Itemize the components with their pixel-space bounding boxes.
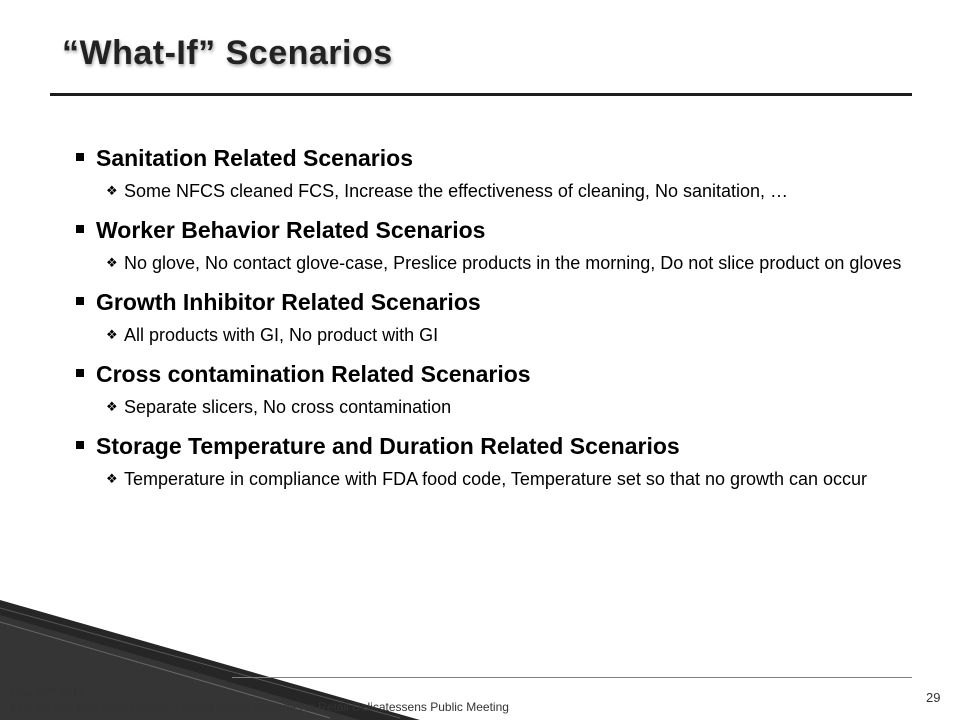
square-bullet-icon [76,153,84,161]
list-item [76,359,916,420]
bullet-detail [106,394,914,420]
footer-date-day: May 22 [10,687,47,700]
list-item [76,431,916,492]
bullet-heading [76,215,916,245]
square-bullet-icon [76,369,84,377]
page-number: 29 [926,690,941,705]
bullet-heading [76,143,916,173]
bullet-detail [106,322,914,348]
footer-text-italic: Listeria monocytogenes [175,700,303,714]
heading-text: Sanitation Related Scenarios [96,145,413,171]
footer-date-suffix: nd [46,687,54,694]
list-item [76,287,916,348]
footer-date [10,687,84,700]
detail-text: Separate slicers, No cross contamination [124,397,452,417]
diamond-bullet-icon: ❖ [106,399,118,414]
detail-text: Some NFCS cleaned FCS, Increase the effectiveness of cleaning, No sanitation, … [124,181,789,201]
square-bullet-icon [76,297,84,305]
bullet-list [76,143,916,503]
heading-text: Worker Behavior Related Scenarios [96,217,486,243]
diamond-bullet-icon: ❖ [106,471,118,486]
diamond-bullet-icon: ❖ [106,255,118,270]
bullet-heading [76,359,916,389]
title-divider [50,93,912,96]
list-item [76,215,916,276]
detail-text: No glove, No contact glove-case, Preslice products in the morning, Do not slice product on gloves [124,253,902,273]
bullet-detail [106,178,914,204]
heading-text: Growth Inhibitor Related Scenarios [96,289,481,315]
detail-text: Temperature in compliance with FDA food code, Temperature set so that no growth can occur [124,469,868,489]
heading-text: Cross contamination Related Scenarios [96,361,531,387]
footer-date-year: , 2013 [53,687,85,700]
footer-text-prefix: Interagency Risk Assessment-- [10,700,176,714]
diamond-bullet-icon: ❖ [106,327,118,342]
list-item [76,143,916,204]
slide-title: “What-If” Scenarios [62,34,393,72]
footer-divider [232,677,912,678]
bullet-detail [106,250,914,276]
square-bullet-icon [76,225,84,233]
bullet-detail [106,466,914,492]
bullet-heading [76,287,916,317]
diamond-bullet-icon: ❖ [106,183,118,198]
footer-meeting-title [10,700,509,714]
footer-text-suffix: in Retail Delicatessens Public Meeting [302,700,509,714]
detail-text: All products with GI, No product with GI [124,325,439,345]
bullet-heading [76,431,916,461]
square-bullet-icon [76,441,84,449]
heading-text: Storage Temperature and Duration Related Scenarios [96,433,680,459]
